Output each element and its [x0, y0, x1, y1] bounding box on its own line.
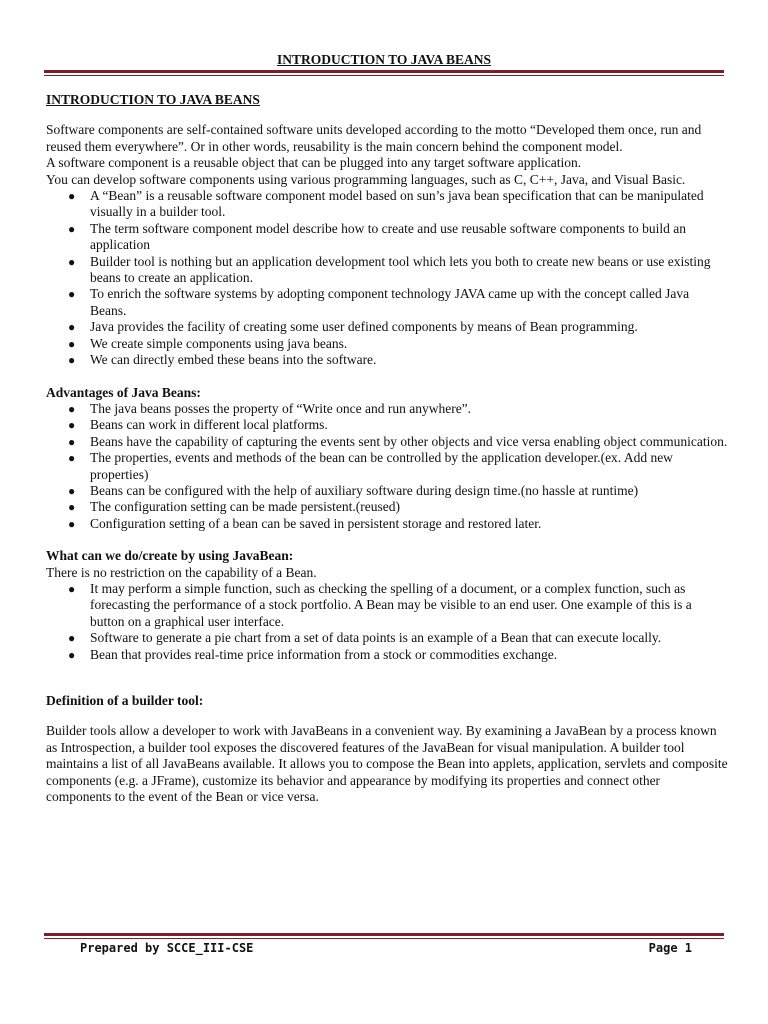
page-footer — [80, 941, 692, 955]
bullet-icon: ● — [68, 189, 76, 204]
footer-rule — [44, 933, 724, 939]
document-body — [46, 92, 728, 805]
create-bullet-list — [46, 581, 728, 663]
intro-bullet-list — [46, 188, 728, 368]
header-rule — [44, 70, 724, 76]
list-item: ● Beans can work in different local platforms. — [68, 417, 328, 433]
bullet-icon: ● — [68, 434, 76, 449]
bullet-icon: ● — [68, 483, 76, 498]
bullet-icon: ● — [68, 401, 76, 416]
bullet-icon: ● — [68, 353, 76, 368]
list-item: ● Beans can be configured with the help of auxiliary software during design time.(no hassle at runtime) — [68, 482, 639, 498]
bullet-icon: ● — [68, 320, 76, 335]
bullet-icon: ● — [68, 451, 76, 466]
advantages-heading: Advantages of Java Beans: — [46, 384, 201, 400]
list-item: ● It may perform a simple function, such as checking the spelling of a document, or a complex function, such as forecasting the performance of a stock portfolio. A Bean may be visible to an end user. One example of this is a button on a graphical user interface. — [68, 580, 692, 629]
builder-heading: Definition of a builder tool: — [46, 693, 204, 708]
list-item: ● Builder tool is nothing but an application development tool which lets you both to create new beans or use existing beans to create an application. — [68, 253, 711, 286]
list-item: ● Software to generate a pie chart from a set of data points is an example of a Bean that can execute locally. — [68, 630, 662, 646]
page-number: Page 1 — [648, 941, 692, 955]
builder-paragraph: Builder tools allow a developer to work with JavaBeans in a convenient way. By examining a JavaBean by a process known as Introspection, a builder tool exposes the discovered features of the JavaBean for visual manipulation. A builder tool maintains a list of all JavaBeans available. It allows you to compose the Bean into applets, application, servlets and composite components (e.g. a JFrame), customize its behavior and appearance by modifying its properties and connect other components to the event of the Bean or vice versa. — [46, 723, 728, 805]
list-item: ● The term software component model describe how to create and use reusable software components to build an application — [68, 220, 687, 253]
list-item: ● The java beans posses the property of “Write once and run anywhere”. — [68, 400, 472, 416]
intro-paragraph-2: A software component is a reusable object that can be plugged into any target software application. — [46, 155, 582, 171]
bullet-icon: ● — [68, 336, 76, 351]
list-item: ● Java provides the facility of creating some user defined components by means of Bean programming. — [68, 319, 638, 335]
list-item: ● We can directly embed these beans into the software. — [68, 352, 377, 368]
list-item: ● We create simple components using java beans. — [68, 335, 348, 351]
advantages-bullet-list — [46, 401, 728, 532]
list-item: ● The properties, events and methods of the bean can be controlled by the application developer.(ex. Add new properties) — [68, 450, 673, 482]
intro-paragraph-1: Software components are self-contained software units developed according to the motto “Developed them once, run and reused them everywhere”. Or in other words, reusability is the main concern behind the component model. — [46, 122, 702, 154]
bullet-icon: ● — [68, 418, 76, 433]
running-header-title: INTRODUCTION TO JAVA BEANS — [277, 52, 491, 67]
create-heading: What can we do/create by using JavaBean: — [46, 548, 294, 564]
bullet-icon: ● — [68, 221, 76, 236]
bullet-icon: ● — [68, 647, 76, 662]
bullet-icon: ● — [68, 287, 76, 302]
list-item: ● Bean that provides real-time price information from a stock or commodities exchange. — [68, 646, 558, 662]
bullet-icon: ● — [68, 631, 76, 646]
create-intro: There is no restriction on the capability of a Bean. — [46, 564, 317, 580]
bullet-icon: ● — [68, 516, 76, 531]
bullet-icon: ● — [68, 581, 76, 596]
bullet-icon: ● — [68, 254, 76, 269]
list-item: ● Configuration setting of a bean can be saved in persistent storage and restored later. — [68, 515, 542, 531]
prepared-by-label: Prepared by SCCE_III-CSE — [80, 941, 254, 955]
bullet-icon: ● — [68, 500, 76, 515]
list-item: ● The configuration setting can be made persistent.(reused) — [68, 499, 401, 515]
list-item: ● Beans have the capability of capturing the events sent by other objects and vice versa enabling object communication. — [68, 433, 728, 449]
list-item: ● A “Bean” is a reusable software component model based on sun’s java bean specification that can be manipulated visually in a builder tool. — [68, 188, 704, 220]
intro-heading: INTRODUCTION TO JAVA BEANS — [46, 92, 260, 107]
intro-paragraph-3: You can develop software components using various programming languages, such as C, C++, Java, and Visual Basic. — [46, 171, 686, 187]
list-item: ● To enrich the software systems by adopting component technology JAVA came up with the concept called Java Beans. — [68, 286, 690, 318]
